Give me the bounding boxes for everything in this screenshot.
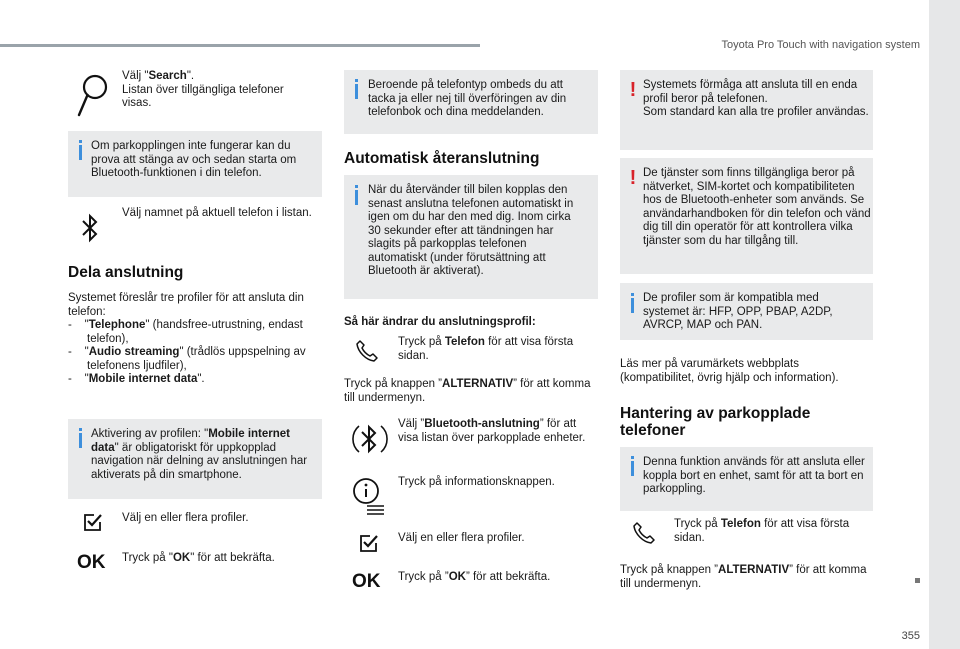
profile-item: - "Mobile internet data". [68, 373, 205, 385]
info-icon [79, 145, 82, 160]
note-text: Denna funktion används för att ansluta eller koppla bort en enhet, samt för att ta bort en parkoppling. [643, 456, 865, 495]
confirm-instruction: Tryck på "OK" för att bekräfta. [122, 552, 275, 564]
note-text: Beroende på telefontyp ombeds du att tacka ja eller nej till överföringen av din telefonbok och dina meddelanden. [368, 79, 567, 118]
section-heading: Dela anslutning [68, 264, 184, 281]
press-phone-instruction: Tryck på Telefon för att visa första sidan. [674, 518, 850, 544]
checkbox-icon [84, 513, 102, 531]
subheading: Så här ändrar du anslutningsprofil: [344, 316, 536, 328]
note-text: Aktivering av profilen: "Mobile internet data" är obligatoriskt för uppkopplad navigation när delning av anslutningen har aktiverats på din smartphone. [91, 428, 308, 481]
warning-text: Systemets förmåga att ansluta till en enda profil beror på telefonen. Som standard kan alla tre profiler användas. [643, 79, 869, 118]
search-instruction: Välj "Search". Listan över tillgängliga telefoner visas. [122, 70, 284, 109]
note-text: När du återvänder till bilen kopplas den senast anslutna telefonen automatiskt in igen om du har den med dig. Inom cirka 30 sekunder efter att tändningen har slagits på parkopplas telefonen automatiskt (under förutsättning att Bluetooth är aktiverat). [368, 184, 574, 277]
confirm-instruction: Tryck på ”OK” för att bekräfta. [398, 571, 551, 583]
info-icon [355, 190, 358, 205]
select-profiles-instruction: Välj en eller flera profiler. [122, 512, 249, 524]
info-icon [631, 298, 634, 313]
checkbox-icon [360, 534, 378, 552]
profile-item: - "Telephone" (handsfree-utrustning, endast telefon), [68, 319, 303, 345]
search-icon [76, 73, 108, 119]
options-instruction: Tryck på knappen ”ALTERNATIV” för att komma till undermenyn. [620, 564, 867, 590]
profile-item: - "Audio streaming" (trådlös uppspelning av telefonens ljudfiler), [68, 346, 306, 372]
profiles-intro: Systemet föreslår tre profiler för att ansluta din telefon: - "Telephone" (handsfree-utrustning, endast telefon), - "Audio streaming" (trådlös uppspelning av telefonens ljudfiler), - "Mobile internet data". [68, 292, 322, 387]
continuation-marker [915, 578, 920, 583]
phone-icon [355, 339, 379, 363]
warning-icon: ! [629, 167, 637, 189]
page-number: 355 [901, 630, 920, 642]
ok-icon: OK [352, 571, 381, 592]
note-text: Om parkopplingen inte fungerar kan du prova att stänga av och sedan starta om Bluetooth-funktionen i din telefon. [91, 140, 297, 179]
bluetooth-connection-icon [352, 418, 388, 460]
info-button-instruction: Tryck på informationsknappen. [398, 476, 555, 488]
warning-text: De tjänster som finns tillgängliga beror på nätverket, SIM-kortet och kompatibiliteten hos de Bluetooth-enheter som används. Se användarhandboken för din telefon och vänd dig till din operatör för att kontrollera vilka tjänster som du har tillgång till. [643, 167, 871, 247]
bluetooth-connection-instruction: Välj ”Bluetooth-anslutning” för att visa listan över parkopplade enheter. [398, 418, 586, 444]
information-icon [350, 476, 386, 516]
note-text: De profiler som är kompatibla med systemet är: HFP, OPP, PBAP, A2DP, AVRCP, MAP och PAN. [643, 292, 833, 331]
warning-icon: ! [629, 79, 637, 101]
section-heading: Hantering av parkopplade telefoner [620, 405, 811, 439]
select-phone-instruction: Välj namnet på aktuell telefon i listan. [122, 207, 312, 219]
info-icon [631, 461, 634, 476]
options-instruction: Tryck på knappen ”ALTERNATIV” för att komma till undermenyn. [344, 378, 591, 404]
press-phone-instruction: Tryck på Telefon för att visa första sidan. [398, 336, 574, 362]
phone-icon [632, 521, 656, 545]
section-heading: Automatisk återanslutning [344, 150, 540, 167]
more-info-text: Läs mer på varumärkets webbplats (kompatibilitet, övrig hjälp och information). [620, 358, 839, 384]
info-icon [355, 84, 358, 99]
running-header: Toyota Pro Touch with navigation system [721, 39, 920, 51]
info-icon [79, 433, 82, 448]
side-tab [929, 0, 960, 649]
bluetooth-icon [80, 212, 100, 246]
select-profiles-instruction: Välj en eller flera profiler. [398, 532, 525, 544]
ok-icon: OK [77, 552, 106, 573]
header-rule [0, 44, 480, 47]
